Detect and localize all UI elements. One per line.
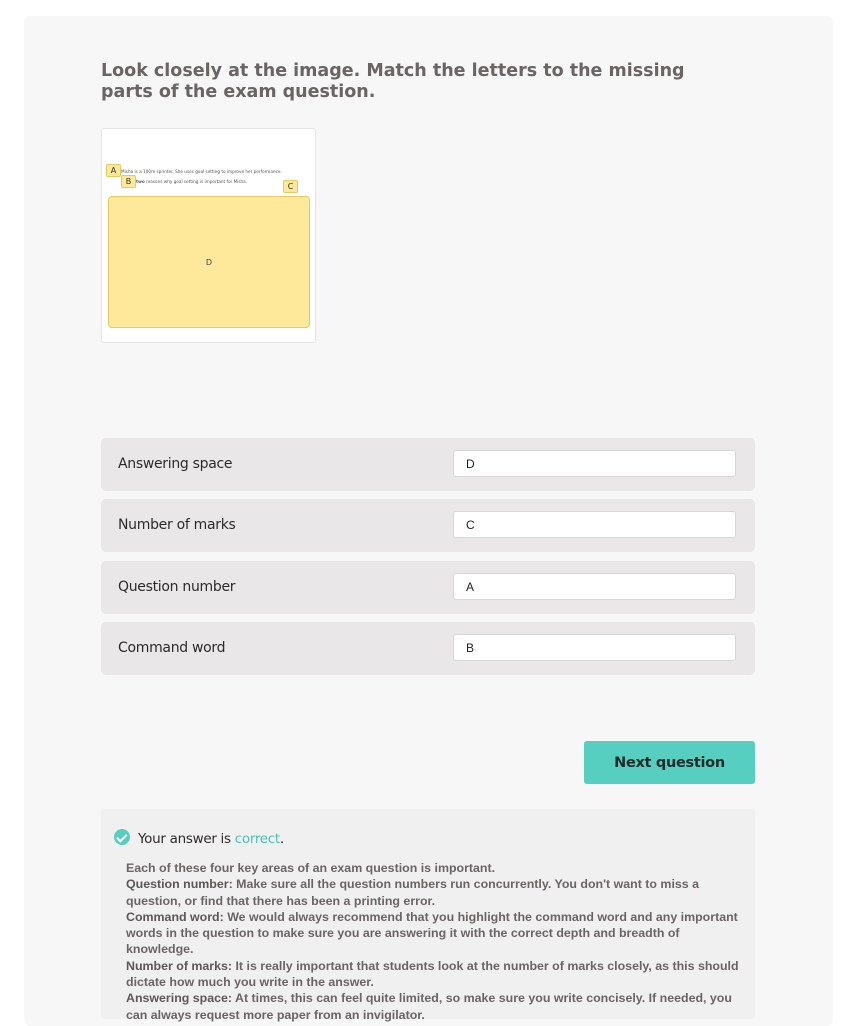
feedback-item — [126, 990, 741, 1023]
feedback-term: Number of marks: — [126, 958, 233, 973]
thumbnail-command-word: two — [136, 179, 145, 184]
row-label: Command word — [118, 640, 226, 656]
thumbnail-line-1: Misha is a 100m sprinter. She uses goal setting to improve her performance. — [121, 169, 282, 174]
match-row-question-number — [101, 561, 755, 614]
check-circle-icon — [114, 829, 130, 845]
row-label: Question number — [118, 579, 236, 595]
result-status: correct — [234, 831, 280, 847]
number-of-marks-input[interactable] — [453, 511, 736, 538]
feedback-text: We would always recommend that you highlight the command word and any important words in the question to make sure you are answering it with the correct depth and breadth of knowledge. — [126, 909, 738, 957]
command-word-input[interactable] — [453, 634, 736, 661]
feedback-text: Make sure all the question numbers run concurrently. You don't want to miss a question, or find that there has been a printing error. — [126, 877, 700, 908]
feedback-intro: Each of these four key areas of an exam question is important. — [126, 861, 496, 875]
match-row-answering-space — [101, 438, 755, 491]
marker-c: C — [283, 180, 298, 193]
feedback-item — [126, 909, 741, 958]
exam-question-image — [101, 128, 316, 343]
feedback-term: Answering space: — [126, 991, 233, 1006]
thumbnail-line-2 — [136, 179, 247, 184]
feedback-term: Question number: — [126, 877, 233, 892]
question-title: Look closely at the image. Match the letters to the missing parts of the exam question. — [101, 61, 685, 102]
feedback-text: It is really important that students look at the number of marks closely, as this should dictate how much you write in the answer. — [126, 958, 739, 990]
match-row-number-of-marks — [101, 499, 755, 552]
feedback-item — [126, 958, 741, 991]
result-message — [138, 831, 284, 847]
result-prefix: Your answer is — [138, 831, 235, 847]
thumbnail-line-2-rest: reasons why goal setting is important for Misha. — [144, 179, 248, 184]
feedback-explanation — [126, 860, 741, 1023]
feedback-text: At times, this can feel quite limited, so make sure you write concisely. If needed, you can always request more paper from an invigilator. — [126, 991, 732, 1022]
row-label: Answering space — [118, 456, 233, 472]
feedback-item — [126, 876, 741, 909]
feedback-panel — [101, 809, 755, 1022]
marker-a: A — [106, 164, 121, 177]
result-suffix: . — [279, 831, 284, 847]
feedback-term: Command word: — [126, 909, 224, 924]
next-question-button[interactable]: Next question — [584, 741, 755, 784]
marker-d-answer-space — [108, 196, 310, 328]
marker-b: B — [121, 175, 136, 188]
marker-d: D — [205, 257, 213, 267]
match-row-command-word — [101, 622, 755, 675]
row-label: Number of marks — [118, 517, 236, 533]
answering-space-input[interactable] — [453, 450, 736, 477]
question-number-input[interactable] — [453, 573, 736, 600]
